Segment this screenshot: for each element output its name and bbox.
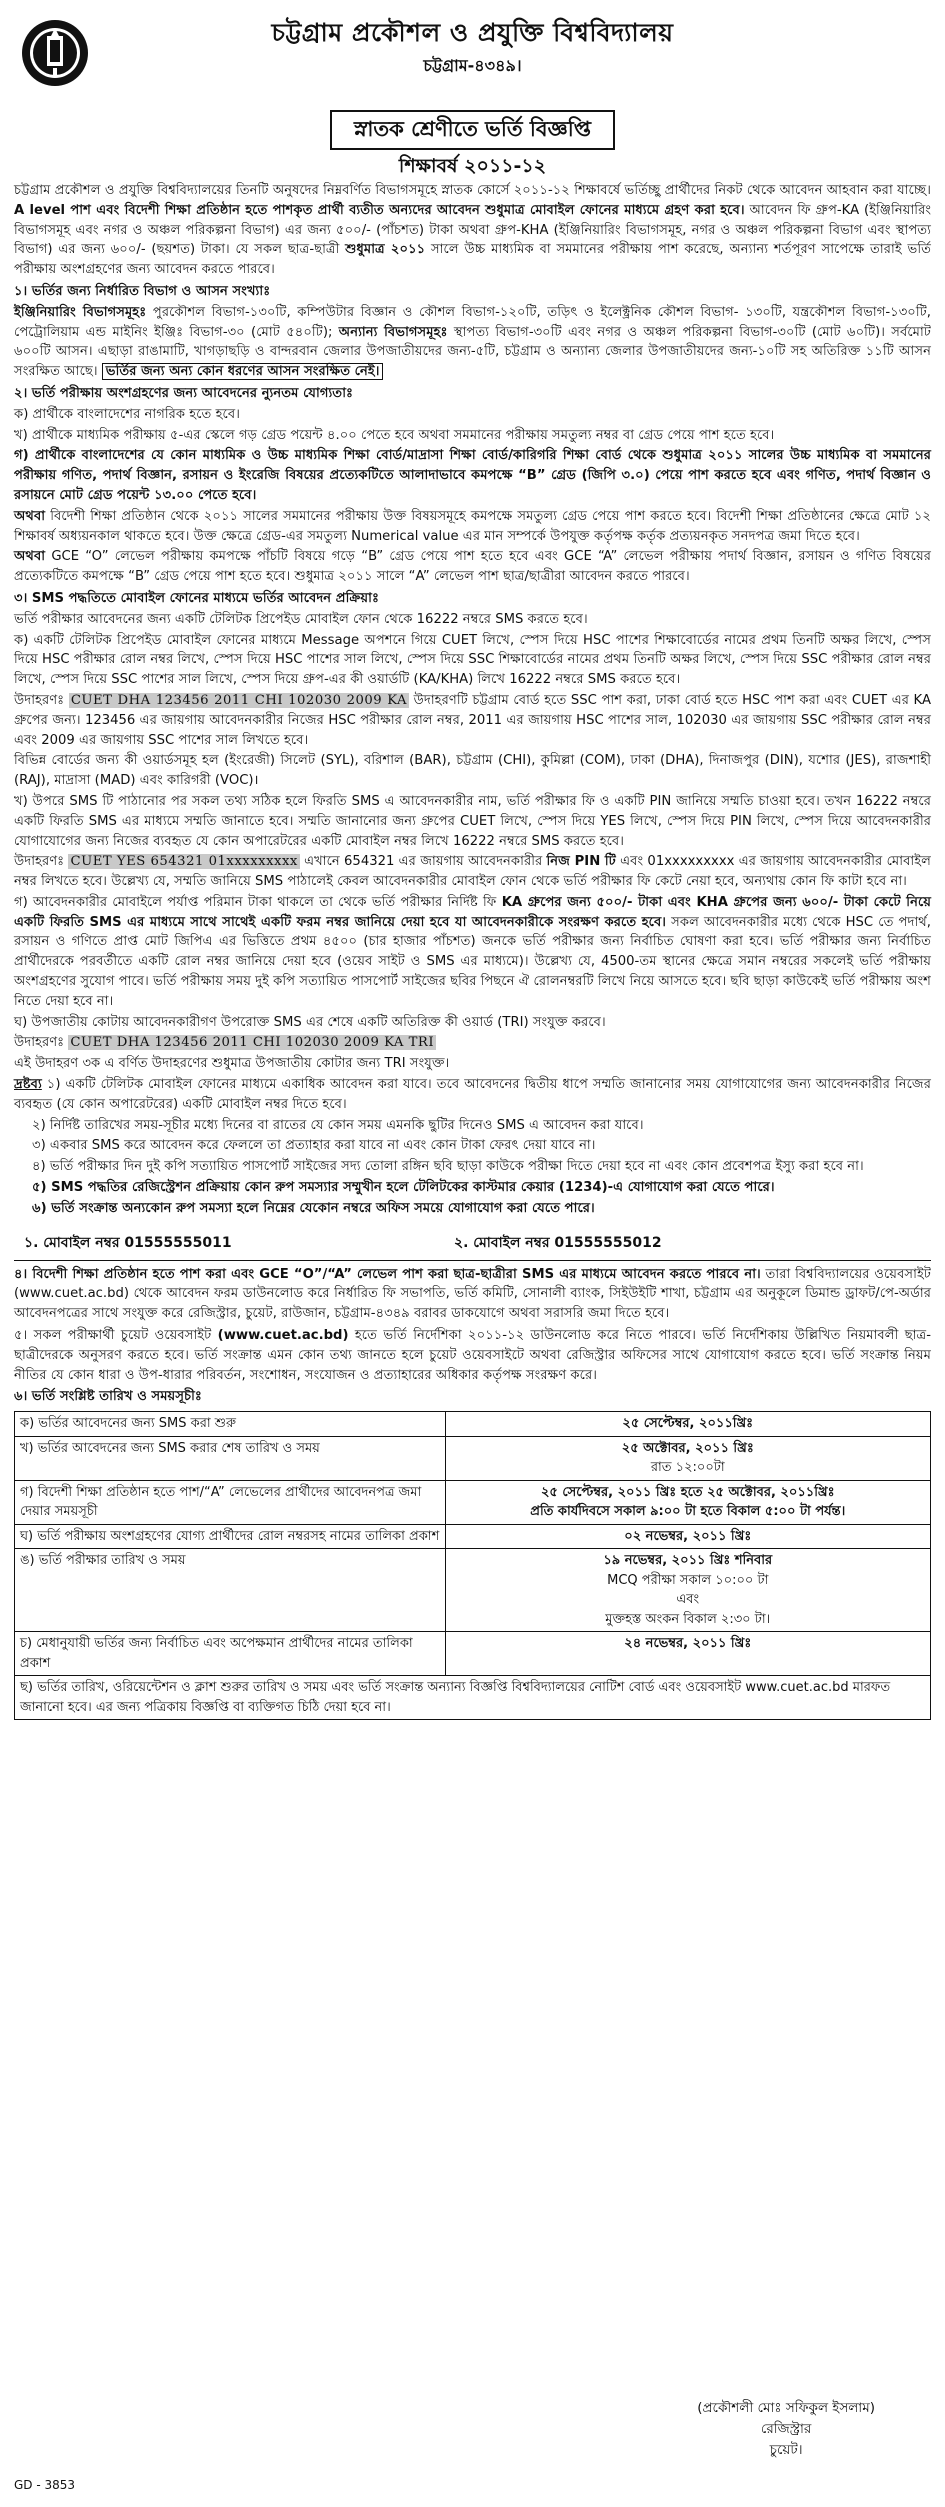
board-keywords: বিভিন্ন বোর্ডের জন্য কী ওয়ার্ডসমূহ হল (ইংরেজী) সিলেট (SYL), বরিশাল (BAR), চট্টগ্রাম (CHI), কুমিল্লা (COM), ঢাকা (DHA), দিনাজপুর (DIN), যশোর (JES), রাজশাহী (RAJ), মাদ্রাসা (MAD) এবং কারিগরী (VOC)। <box>14 753 931 789</box>
contact-phones <box>24 1233 931 1254</box>
divider <box>14 1260 931 1261</box>
section-5-text-cont: হতে ভর্তি নির্দেশিকা ২০১১-১২ ডাউনলোড করে নিতে পারবে। ভর্তি নির্দেশিকায় উল্লিখিত নিয়মাবলী ছাত্র-ছাত্রীদেরকে অনুসরণ করতে হবে। ভর্তি সংক্রান্ত এমন কোন তথ্য জানতে হলে চুয়েট ওয়েবসাইটে অথবা রেজিস্ট্রার অফিসের সাথে যোগাযোগ করতে হবে। ভর্তি সংক্রান্ত নিয়ম নীতির যে কোন ধারা ও উপ-ধারার পরিবর্তন, সংশোধন, সংযোজন ও প্রত্যাহারের অধিকার কর্তৃপক্ষ সংরক্ষণ করে। <box>14 1328 931 1383</box>
intro-only-2011: শুধুমাত্র ২০১১ <box>345 242 426 258</box>
sms-step-ga <box>14 893 931 1012</box>
sms-intro: ভর্তি পরীক্ষার আবেদনের জন্য একটি টেলিটক প্রিপেইড মোবাইল ফোন থেকে 16222 নম্বরে SMS করতে হবে। <box>14 611 588 627</box>
schedule-footer-row <box>15 1676 931 1720</box>
example-label: উদাহরণঃ <box>14 1035 65 1051</box>
note-6: ৬) ভর্তি সংক্রান্ত অন্যকোন রুপ সমস্যা হলে নিম্নের যেকোন নম্বরে অফিস সময়ে যোগাযোগ করা যেতে পারে। <box>32 1200 595 1216</box>
engineering-seats: পুরকৌশল বিভাগ-১৩০টি, কম্পিউটার বিজ্ঞান ও কৌশল বিভাগ-১২০টি, তড়িৎ ও ইলেক্ট্রনিক কৌশল বিভাগ- ১৩০টি, যন্ত্রকৌশল বিভাগ-১৩০টি, পেট্রোলিয়াম এন্ড মাইনিং ইঞ্জিঃ বিভাগ-৩০ (মোট ৫৪০টি); <box>14 304 931 340</box>
section-5-guideline <box>14 1326 931 1385</box>
section-4-body <box>14 1265 931 1324</box>
sms-step-kha: খ) উপরে SMS টি পাঠানোর পর সকল তথ্য সঠিক হলে ফিরতি SMS এ আবেদনকারীর নাম, ভর্তি পরীক্ষার ফি ও একটি PIN জানিয়ে সম্মতি চাওয়া হবে। তখন 16222 নম্বরে একটি ফিরতি SMS এর মাধ্যমে সম্মতি জানাতে হবে। সম্মতি জানানোর জন্য গ্রুপের CUET লিখে, স্পেস দিয়ে YES লিখে, স্পেস দিয়ে PIN লিখে, স্পেস দিয়ে আবেদনকারীর যোগাযোগের জন্য নিজের ব্যবহৃত যে কোন অপারেটরের একটি মোবাইল নম্বর লিখে 16222 নম্বরে SMS করতে হবে। <box>14 793 931 849</box>
notes-header <box>14 1075 931 1115</box>
registrar-name: (প্রকৌশলী মোঃ সফিকুল ইসলাম) <box>697 2400 875 2416</box>
other-departments-label: অন্যান্য বিভাগসমূহঃ <box>338 324 448 340</box>
intro-eligibility-text: সালে উচ্চ মাধ্যমিক বা সমমানের পরীক্ষায় পাশ করেছে, অন্যান্য শর্তপূরণ সাপেক্ষে তারাই ভর্তি পরীক্ষায় অংশগ্রহণের জন্য আবেদন করতে পারবে। <box>14 242 931 278</box>
eligibility-foreign <box>14 507 931 547</box>
sms-example-3 <box>14 1033 931 1053</box>
registrar-title: রেজিস্ট্রার <box>760 2420 812 2437</box>
other-departments-seats: স্থাপত্য বিভাগ-৩০টি এবং নগর ও অঞ্চল পরিকল্পনা বিভাগ-৩০টি (মোট ৬০টি)। সর্বমোট ৬০০টি আসন। এছাড়া রাঙামাটি, খাগড়াছড়ি ও বান্দরবান জেলার উপজাতীয়দের জন্য-৫টি, চট্টগ্রাম ও অন্যান্য জেলার উপজাতীয়দের জন্য-১০টি সহ অতিরিক্ত ১১টি আসন সংরক্ষিত আছে। <box>14 324 931 380</box>
example-label: উদাহরণঃ <box>14 692 65 708</box>
sms-step-ka: ক) একটি টেলিটক প্রিপেইড মোবাইল ফোনের মাধ্যমে Message অপশনে গিয়ে CUET লিখে, স্পেস দিয়ে HSC পাশের শিক্ষাবোর্ডের নামের প্রথম তিনটি অক্ষর লিখে, স্পেস দিয়ে HSC পরীক্ষার রোল নম্বর লিখে, স্পেস দিয়ে HSC পাশের সাল লিখে, স্পেস দিয়ে SSC শিক্ষাবোর্ডের নামের প্রথম তিনটি অক্ষর লিখে, স্পেস দিয়ে SSC পরীক্ষার রোল নম্বর লিখে, স্পেস দিয়ে SSC পাশের সাল লিখে, স্পেস দিয়ে গ্রুপ-এর কী ওয়ার্ডটি (KA/KHA) লিখে 16222 নম্বরে SMS করতে হবে। <box>14 632 931 688</box>
phone-2: ২. মোবাইল নম্বর 01555555012 <box>454 1234 662 1251</box>
intro-bold-text: A level পাশ এবং বিদেশী শিক্ষা প্রতিষ্ঠান হতে পাশকৃত প্রার্থী ব্যতীত অন্যদের আবেদন শুধুমাত্র মোবাইল ফোনের মাধ্যমে গ্রহণ করা হবে। <box>14 202 745 218</box>
example-label: উদাহরণঃ <box>14 854 65 870</box>
eligibility-gce <box>14 547 931 587</box>
sms-example-1 <box>14 691 931 750</box>
schedule-label: চ) মেধানুযায়ী ভর্তির জন্য নির্বাচিত এবং অপেক্ষমান প্রার্থীদের নামের তালিকা প্রকাশ <box>15 1632 446 1676</box>
fee-bold-text: KA গ্রুপের জন্য ৫০০/- টাকা এবং KHA গ্রুপের জন্য ৬০০/- টাকা কেটে নিয়ে একটি ফিরতি SMS এর মাধ্যমে সাথে সাথেই একটি ফরম নম্বর জানিয়ে দেয়া হবে যা আবেদনকারীকে সংরক্ষণ করতে হবে। <box>14 894 932 930</box>
schedule-row <box>15 1436 931 1480</box>
schedule-value-line: মুক্তহস্ত অংকন বিকাল ২:৩০ টা। <box>605 1611 771 1627</box>
section-1-seats <box>14 282 931 382</box>
university-address: চট্টগ্রাম-৪৩৪৯। <box>423 55 522 75</box>
tribal-example-note: এই উদাহরণ ৩ক এ বর্ণিত উদাহরণের শুধুমাত্র উপজাতীয় কোটার জন্য TRI সংযুক্ত। <box>14 1056 450 1072</box>
no-other-quota-notice: ভর্তির জন্য অন্য কোন ধরণের আসন সংরক্ষিত নেই। <box>102 363 384 380</box>
example-explanation: উদাহরণটি চট্টগ্রাম বোর্ড হতে SSC পাশ করা, ঢাকা বোর্ড হতে HSC পাশ করা এবং CUET এর KA গ্রুপের জন্য। 123456 এর জায়গায় আবেদনকারীর নিজের HSC পরীক্ষার রোল নম্বর, 2011 এর জায়গায় HSC পাশের সাল, 102030 এর জায়গায় SSC পরীক্ষার রোল নম্বর এবং 2009 এর জায়গায় SSC পাশের সাল লিখতে হবে। <box>14 692 931 748</box>
note-4: ৪) ভর্তি পরীক্ষার দিন দুই কপি সত্যায়িত পাসপোর্ট সাইজের সদ্য তোলা রঙ্গিন ছবি ছাড়া কাউকে পরীক্ষা দিতে দেয়া হবে না এবং কোন প্রবেশপত্র ইস্যু করা হবে না। <box>32 1159 864 1175</box>
schedule-value-line: ০২ নভেম্বর, ২০১১ খ্রিঃ <box>624 1528 752 1544</box>
section-4-text: তারা বিশ্ববিদ্যালয়ের ওয়েবসাইট (www.cuet.ac.bd) থেকে আবেদন ফরম ডাউনলোড করে নির্ধারিত ফি সভাপতি, ভর্তি কমিটি, সোনালী ব্যাংক, সিইউইটি শাখা, চট্টগ্রাম এর অনুকূলে ডিমান্ড ড্রাফট/পে-অর্ডার আবেদনপত্রের সাথে সংযুক্ত করে রেজিস্ট্রার, চুয়েট, রাউজান, চট্টগ্রাম-৪৩৪৯ বরাবর ডাকযোগে অথবা সরাসরি জমা দিতে হবে। <box>14 1266 931 1322</box>
example-sms-code: CUET YES 654321 01xxxxxxxxx <box>70 854 298 870</box>
schedule-value <box>445 1412 930 1437</box>
section-5-text: ৫। সকল পরীক্ষার্থী চুয়েট ওয়েবসাইট <box>14 1328 212 1344</box>
schedule-value-line: ২৫ অক্টোবর, ২০১১ খ্রিঃ <box>621 1440 754 1456</box>
section-1-body <box>14 303 931 382</box>
example-explanation-cont: এবং 01xxxxxxxxx এর জায়গায় আবেদনকারীর মোবাইল নম্বর লিখতে হবে। উল্লেখ্য যে, সম্মতি জানিয়ে SMS পাঠালেই কেবল আবেদনকারীর মোবাইল ফোন থেকে ভর্তি পরীক্ষার ফি কেটে নেয়া হবে, অন্যথায় কোন ফি কাটা হবে না। <box>14 854 931 890</box>
header <box>14 14 931 106</box>
section-4-foreign <box>14 1265 931 1324</box>
schedule-label: ঘ) ভর্তি পরীক্ষায় অংশগ্রহণের যোগ্য প্রার্থীদের রোল নম্বরসহ নামের তালিকা প্রকাশ <box>15 1524 446 1549</box>
note-2: ২) নির্দিষ্ট তারিখের সময়-সূচীর মধ্যে দিনের বা রাতের যে কোন সময় এমনকি ছুটির দিনেও SMS এ আবেদন করা যাবে। <box>32 1117 644 1133</box>
signature-block <box>697 2398 875 2461</box>
schedule-footer-text: ছ) ভর্তির তারিখ, ওরিয়েন্টেশন ও ক্লাশ শুরুর তারিখ ও সময় এবং ভর্তি সংক্রান্ত অন্যান্য বিজ্ঞপ্তি বিশ্ববিদ্যালয়ের নোটিশ বোর্ড এবং ওয়েবসাইট www.cuet.ac.bd মারফত জানানো হবে। এর জন্য পত্রিকায় বিজ্ঞপ্তি বা ব্যক্তিগত চিঠি দেয়া হবে না। <box>15 1676 931 1720</box>
notice-title <box>14 110 931 180</box>
schedule-value <box>445 1524 930 1549</box>
notes-label: দ্রষ্টব্য <box>14 1077 42 1093</box>
website-link[interactable]: (www.cuet.ac.bd) <box>217 1328 349 1344</box>
notes-list <box>14 1116 931 1219</box>
phone-1: ১. মোবাইল নম্বর 01555555011 <box>24 1234 232 1251</box>
eligibility-ssc: খ) প্রার্থীকে মাধ্যমিক পরীক্ষায় ৫-এর স্কেলে গড় গ্রেড পয়েন্ট ৪.০০ পেতে হবে অথবা সমমানের পরীক্ষায় সমতুল্য নম্বর বা গ্রেড পেয়ে পাশ হতে হবে। <box>14 427 775 443</box>
section-2-heading: ২। ভর্তি পরীক্ষায় অংশগ্রহণের জন্য আবেদনের ন্যুনতম যোগ্যতাঃ <box>14 385 354 401</box>
schedule-value <box>445 1549 930 1632</box>
example-sms-code: CUET DHA 123456 2011 CHI 102030 2009 KA <box>70 692 408 708</box>
academic-session: শিক্ষাবর্ষ ২০১১-১২ <box>398 154 547 177</box>
fee-text: গ) আবেদনকারীর মোবাইলে পর্যাপ্ত পরিমান টাকা থাকলে তা থেকে ভর্তি পরীক্ষার নির্দিষ্ট ফি <box>14 894 497 910</box>
schedule-label: ক) ভর্তির আবেদনের জন্য SMS করা শুরু <box>15 1412 446 1437</box>
foreign-label: অথবা <box>14 508 46 524</box>
eligibility-citizenship: ক) প্রার্থীকে বাংলাদেশের নাগরিক হতে হবে। <box>14 406 240 422</box>
schedule-value-line: ১৯ নভেম্বর, ২০১১ খ্রিঃ শনিবার <box>603 1553 773 1569</box>
schedule-label: খ) ভর্তির আবেদনের জন্য SMS করার শেষ তারিখ ও সময় <box>15 1436 446 1480</box>
selection-text: সকল আবেদনকারীর মধ্যে থেকে HSC তে পদার্থ, রসায়ন ও গণিতে প্রাপ্ত মোট জিপিএ এর ভিত্তিতে প্রথম ৪৫০০ (চার হাজার পাঁচশত) জনকে ভর্তি পরীক্ষার জন্য নির্বাচিত ঘোষণা করা হবে। ভর্তি পরীক্ষার জন্য নির্বাচিত প্রার্থীদেরকে পরবর্তীতে একটি রোল নম্বর জানিয়ে দেয়া হবে (ওয়েব সাইট ও SMS এর মাধ্যমে)। উল্লেখ্য যে, 4500-তম স্থানের ক্ষেত্রে সমান নম্বরের সকলেই ভর্তি পরীক্ষায় অংশগ্রহণের সুযোগ পাবে। ভর্তি পরীক্ষায় সময় দুই কপি সত্যায়িত পাসপোর্ট সাইজের ছবির পিছনে ঐ রোলনম্বরটি লিখে নিয়ে আসতে হবে। ছবি ছাড়া কাউকেই ভর্তি পরীক্ষায় অংশ নিতে দেয়া হবে না। <box>14 914 931 1009</box>
intro-fee-text: আবেদন ফি গ্রুপ-KA (ইঞ্জিনিয়ারিং বিভাগসমূহ এবং নগর ও অঞ্চল পরিকল্পনা বিভাগ) এর জন্য ৫০০/- (পাঁচশত) টাকা অথবা গ্রুপ-KHA (ইঞ্জিনিয়ারিং বিভাগসমূহ, নগর ও অঞ্চল পরিকল্পনা বিভাগ এবং স্থাপত্য বিভাগ) এর জন্য ৬০০/- (ছয়শত) টাকা। যে সকল ছাত্র-ছাত্রী <box>14 202 932 258</box>
section-3-sms <box>14 589 931 1254</box>
schedule-row <box>15 1480 931 1524</box>
example-explanation: এখানে 654321 এর জায়গায় আবেদনকারীর <box>304 854 543 870</box>
section-3-heading: ৩। SMS পদ্ধতিতে মোবাইল ফোনের মাধ্যমে ভর্তির আবেদন প্রক্রিয়াঃ <box>14 590 380 606</box>
schedule-value-line: রাত ১২:০০টা <box>650 1460 725 1476</box>
schedule-label: ঙ) ভর্তি পরীক্ষার তারিখ ও সময় <box>15 1549 446 1632</box>
section-6-heading: ৬। ভর্তি সংশ্লিষ্ট তারিখ ও সময়সূচীঃ <box>14 1389 202 1405</box>
schedule-row <box>15 1412 931 1437</box>
own-pin-text: নিজ PIN টি <box>546 854 616 870</box>
schedule-value-line: MCQ পরীক্ষা সকাল ১০:০০ টা <box>607 1572 769 1588</box>
engineering-label: ইঞ্জিনিয়ারিং বিভাগসমূহঃ <box>14 304 147 320</box>
section-1-heading: ১। ভর্তির জন্য নির্ধারিত বিভাগ ও আসন সংখ্যাঃ <box>14 283 271 299</box>
schedule-label: গ) বিদেশী শিক্ষা প্রতিষ্ঠান হতে পাশ/“A” লেভেলের প্রার্থীদের আবেদনপত্র জমা দেয়ার সময়সূচী <box>15 1480 446 1524</box>
gce-text: GCE “O” লেভেল পরীক্ষায় কমপক্ষে পাঁচটি বিষয়ে গড়ে “B” গ্রেড পেয়ে পাশ হতে হবে এবং GCE “A” লেভেল পরীক্ষায় পদার্থ বিজ্ঞান, রসায়ন ও গণিত বিষয়ের প্রত্যেকটিতে কমপক্ষে “B” গ্রেড পেয়ে পাশ হতে হবে। শুধুমাত্র ২০১১ সালে “A” লেভেল পাশ ছাত্র/ছাত্রীরা আবেদন করতে পারবে। <box>14 549 931 585</box>
sms-step-gha: ঘ) উপজাতীয় কোটায় আবেদনকারীগণ উপরোক্ত SMS এর শেষে একটি অতিরিক্ত কী ওয়ার্ড (TRI) সংযুক্ত করবে। <box>14 1014 606 1030</box>
section-2-eligibility <box>14 384 931 587</box>
foreign-text: বিদেশী শিক্ষা প্রতিষ্ঠান থেকে ২০১১ সালের সমমানের পরীক্ষায় উক্ত বিষয়সমূহে কমপক্ষে সমতুল্য গ্রেড পেয়ে পাশ করতে হবে। বিদেশী শিক্ষা প্রতিষ্ঠানের ক্ষেত্রে মোট ১২ শিক্ষাবর্ষ অধ্যয়নকাল থাকতে হবে। উক্ত ক্ষেত্রে গ্রেড-এর সমতুল্য Numerical value এর মান সম্পর্কে উপযুক্ত কর্তৃপক্ষ কর্তৃক প্রত্যয়নকৃত সনদপত্র জমা দিতে হবে। <box>14 508 931 544</box>
schedule-row <box>15 1524 931 1549</box>
schedule-value-line: এবং <box>676 1592 700 1608</box>
intro-text: চট্টগ্রাম প্রকৌশল ও প্রযুক্তি বিশ্ববিদ্যালয়ের তিনটি অনুষদের নিম্নবর্ণিত বিভাগসমূহে স্নাতক কোর্সে ২০১১-১২ শিক্ষাবর্ষে ভর্তিচ্ছু প্রার্থীদের নিকট থেকে আবেদন আহবান করা যাচ্ছে। <box>14 183 931 198</box>
schedule-table <box>14 1411 931 1720</box>
gce-label: অথবা <box>14 549 46 565</box>
schedule-value <box>445 1632 930 1676</box>
section-5-body <box>14 1326 931 1385</box>
schedule-value-line: প্রতি কার্যদিবসে সকাল ৯:০০ টা হতে বিকাল ৫:০০ টা পর্যন্ত। <box>530 1504 846 1520</box>
note-1: ১) একটি টেলিটক মোবাইল ফোনের মাধ্যমে একাধিক আবেদন করা যাবে। তবে আবেদনের দ্বিতীয় ধাপে সম্মতি জানানোর সময় যোগাযোগের জন্য আবেদনকারীর নিজের ব্যবহৃত (যে কোন অপারেটরের) একটি মোবাইল নম্বর দিতে হবে। <box>14 1077 931 1112</box>
university-name: চট্টগ্রাম প্রকৌশল ও প্রযুক্তি বিশ্ববিদ্যালয় <box>271 18 674 47</box>
schedule-value-line: ২৫ সেপ্টেম্বর, ২০১১ খ্রিঃ হতে ২৫ অক্টোবর, ২০১১খ্রিঃ <box>540 1484 835 1500</box>
gd-number: GD - 3853 <box>14 2478 76 2492</box>
section-6-schedule <box>14 1387 931 1720</box>
university-crest-icon <box>20 18 90 88</box>
schedule-value-line: ২৫ সেপ্টেম্বর, ২০১১খ্রিঃ <box>622 1416 754 1432</box>
example-sms-code: CUET DHA 123456 2011 CHI 102030 2009 KA TRI <box>70 1035 435 1051</box>
section-4-bold: ৪। বিদেশী শিক্ষা প্রতিষ্ঠান হতে পাশ করা এবং GCE “O”/“A” লেভেল পাশ করা ছাত্র-ছাত্রীরা SMS এর মাধ্যমে আবেদন করতে পারবে না। <box>14 1266 761 1282</box>
schedule-value-line: ২৪ নভেম্বর, ২০১১ খ্রিঃ <box>624 1636 752 1652</box>
schedule-row <box>15 1632 931 1676</box>
note-5: ৫) SMS পদ্ধতির রেজিস্ট্রেশন প্রক্রিয়ায় কোন রুপ সমস্যার সম্মুখীন হলে টেলিটকের কাস্টমার কেয়ার (1234)-এ যোগাযোগ করা যেতে পারে। <box>32 1180 775 1196</box>
schedule-row <box>15 1549 931 1632</box>
note-3: ৩) একবার SMS করে আবেদন করে ফেললে তা প্রত্যাহার করা যাবে না এবং কোন টাকা ফেরৎ দেয়া যাবে না। <box>32 1138 596 1154</box>
notice-heading: স্নাতক শ্রেণীতে ভর্তি বিজ্ঞপ্তি <box>330 110 615 150</box>
schedule-value <box>445 1436 930 1480</box>
sms-example-2 <box>14 852 931 892</box>
eligibility-hsc: গ) প্রার্থীকে বাংলাদেশের যে কোন মাধ্যমিক ও উচ্চ মাধ্যমিক শিক্ষা বোর্ড/মাদ্রাসা শিক্ষা বোর্ড/কারিগরি শিক্ষা বোর্ড থেকে শুধুমাত্র ২০১১ সালের উচ্চ মাধ্যমিক বা সমমানের পরীক্ষায় গণিত, পদার্থ বিজ্ঞান, রসায়ন ও ইংরেজি বিষয়ের প্রত্যেকটিতে আলাদাভাবে কমপক্ষে “B” গ্রেড (জিপি ৩.০) পেয়ে পাশ করতে হবে এবং গণিত, পদার্থ বিজ্ঞান ও রসায়নে মোট গ্রেড পয়েন্ট ১৩.০০ পেতে হবে। <box>14 448 931 503</box>
schedule-value <box>445 1480 930 1524</box>
registrar-org: চুয়েট। <box>769 2441 803 2458</box>
intro-paragraph <box>14 181 931 280</box>
